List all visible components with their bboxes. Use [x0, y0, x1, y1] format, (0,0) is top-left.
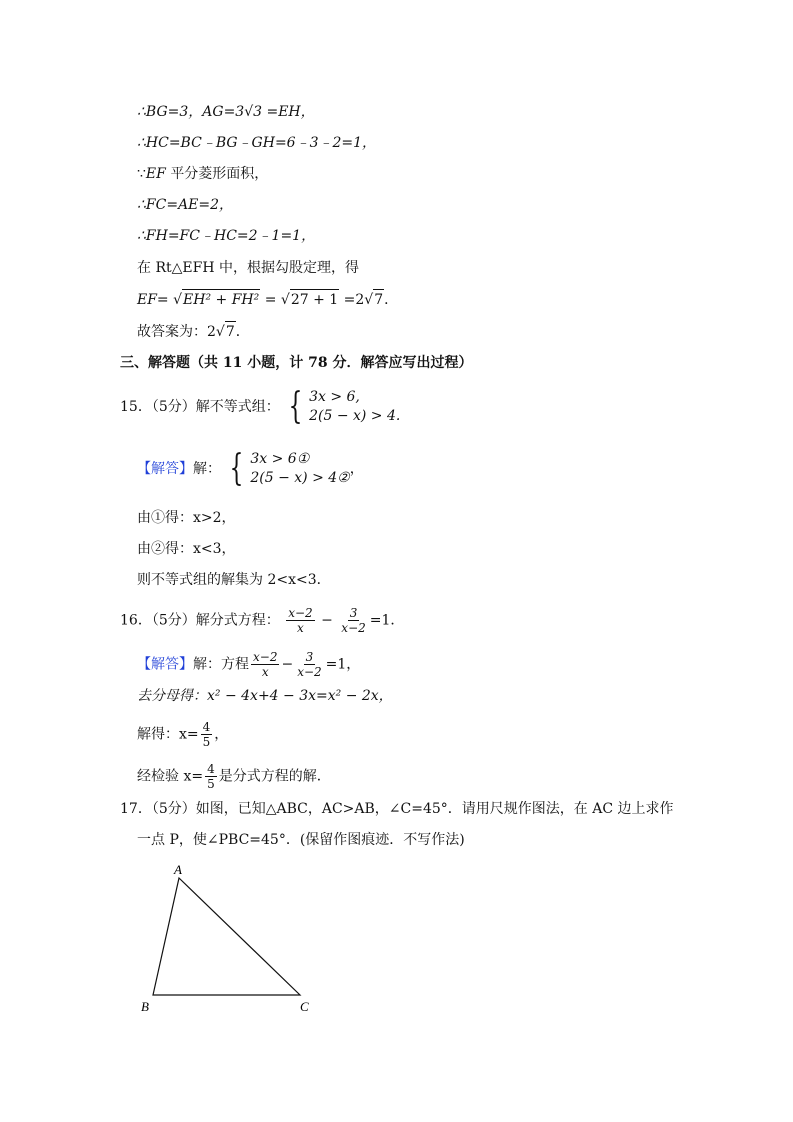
q15-step-2: 由②得：x<3， [137, 541, 236, 557]
ef-lhs: EF= [137, 292, 169, 308]
brace-icon: { [288, 386, 303, 427]
solution-line-5: ∴FH=FC﹣HC=2﹣1=1， [137, 228, 316, 244]
q15-sys-line-1: 3x > 6, [309, 389, 360, 405]
q15-sys-line-2: 2(5 − x) > 4. [309, 408, 401, 424]
ef-radicand-1: EH² + FH² [182, 289, 260, 310]
q15-inequality-system [284, 388, 400, 426]
q16-ans-eq: =1， [325, 656, 361, 673]
q16-fraction-2: $\frac{3}{x-2}$ [341, 606, 366, 635]
ef-equation: EF= √EH² + FH² = √27 + 1 =2√7． [137, 289, 398, 310]
q16-step-3-end: 是分式方程的解． [218, 768, 331, 785]
solution-line-3 [137, 164, 268, 184]
answer-tag: 【解答】 [137, 461, 193, 477]
solution-line-1: ∴BG=3，AG=3√3 =EH， [137, 104, 315, 120]
ef-eq-2: =2 [339, 292, 365, 308]
q15-step-3: 则不等式组的解集为 2<x<3． [137, 572, 331, 588]
solution-line-2: ∴HC=BC﹣BG﹣GH=6﹣3﹣2=1， [137, 135, 377, 151]
solution-line-4: ∴FC=AE=2， [137, 197, 234, 213]
q16-step-2-end: ， [214, 726, 229, 743]
q16-step-2-fraction: $\frac{4}{5}$ [202, 720, 211, 749]
q16-answer-lead: 解：方程 [193, 656, 249, 673]
triangle-abc [153, 878, 300, 995]
q15-ans-line-2: 2(5 − x) > 4② [250, 470, 350, 486]
q16-step-3-lead: 经检验 x= [137, 768, 204, 785]
because-symbol: ∵ [137, 166, 146, 182]
q16-eq: =1． [369, 612, 405, 629]
line-3-text: 平分菱形面积， [170, 166, 269, 182]
answer-end: ． [235, 324, 250, 340]
q16-answer [137, 650, 360, 679]
ef-end: ． [384, 292, 399, 308]
answer-coef: 2 [207, 324, 216, 340]
section-3-heading: 三、解答题（共 11 小题，计 78 分．解答应写出过程） [120, 355, 473, 371]
answer-tag: 【解答】 [137, 656, 193, 673]
q16-ans-fraction-1: $\frac{x-2}{x}$ [253, 650, 278, 679]
q15-step-1: 由①得：x>2， [137, 510, 236, 526]
q15-head: 15．（5分）解不等式组： [120, 399, 280, 415]
q16-ans-minus: − [281, 656, 294, 673]
q16-step-2-lead: 解得：x= [137, 726, 199, 743]
q16-step-3-fraction: $\frac{4}{5}$ [207, 762, 215, 791]
answer-radicand: 7 [225, 321, 236, 342]
answer-line: 故答案为：2√7． [137, 321, 250, 342]
vertex-label-b: B [141, 999, 149, 1014]
q15-answer [137, 450, 364, 488]
ef-radicand-3: 7 [373, 289, 384, 310]
q15-ans-comma: ， [349, 461, 364, 477]
triangle-abc-figure [130, 858, 330, 1023]
ef-eq-1: = [260, 292, 281, 308]
q16-ans-fraction-2: $\frac{3}{x-2}$ [297, 650, 322, 679]
q16-head: 16．（5分）解分式方程： [120, 612, 280, 629]
question-17-line-1: 17．（5分）如图，已知△ABC，AC>AB，∠C=45°．请用尺规作图法，在 AC 边上求作 [120, 801, 674, 817]
q16-minus: − [321, 612, 333, 629]
ef-radicand-2: 27 + 1 [290, 289, 339, 310]
answer-label: 故答案为： [137, 324, 207, 340]
segment-ef: EF [145, 166, 166, 182]
q15-ans-line-1: 3x > 6① [250, 451, 310, 467]
q16-step-2 [137, 720, 228, 749]
question-15 [120, 388, 400, 426]
question-16 [120, 606, 404, 635]
vertex-label-a: A [174, 862, 182, 877]
q15-answer-lead: 解： [193, 461, 221, 477]
question-17-line-2: 一点 P，使∠PBC=45°．(保留作图痕迹．不写作法) [137, 832, 465, 848]
vertex-label-c: C [300, 999, 309, 1014]
q16-step-1: 去分母得：x² − 4x+4 − 3x=x² − 2x， [137, 688, 393, 704]
q15-answer-system [225, 450, 349, 488]
q16-fraction-1: $\frac{x-2}{x}$ [288, 606, 313, 635]
q16-step-3 [137, 762, 331, 791]
solution-line-6: 在 Rt△EFH 中，根据勾股定理，得 [137, 260, 359, 276]
brace-icon: { [230, 448, 244, 489]
